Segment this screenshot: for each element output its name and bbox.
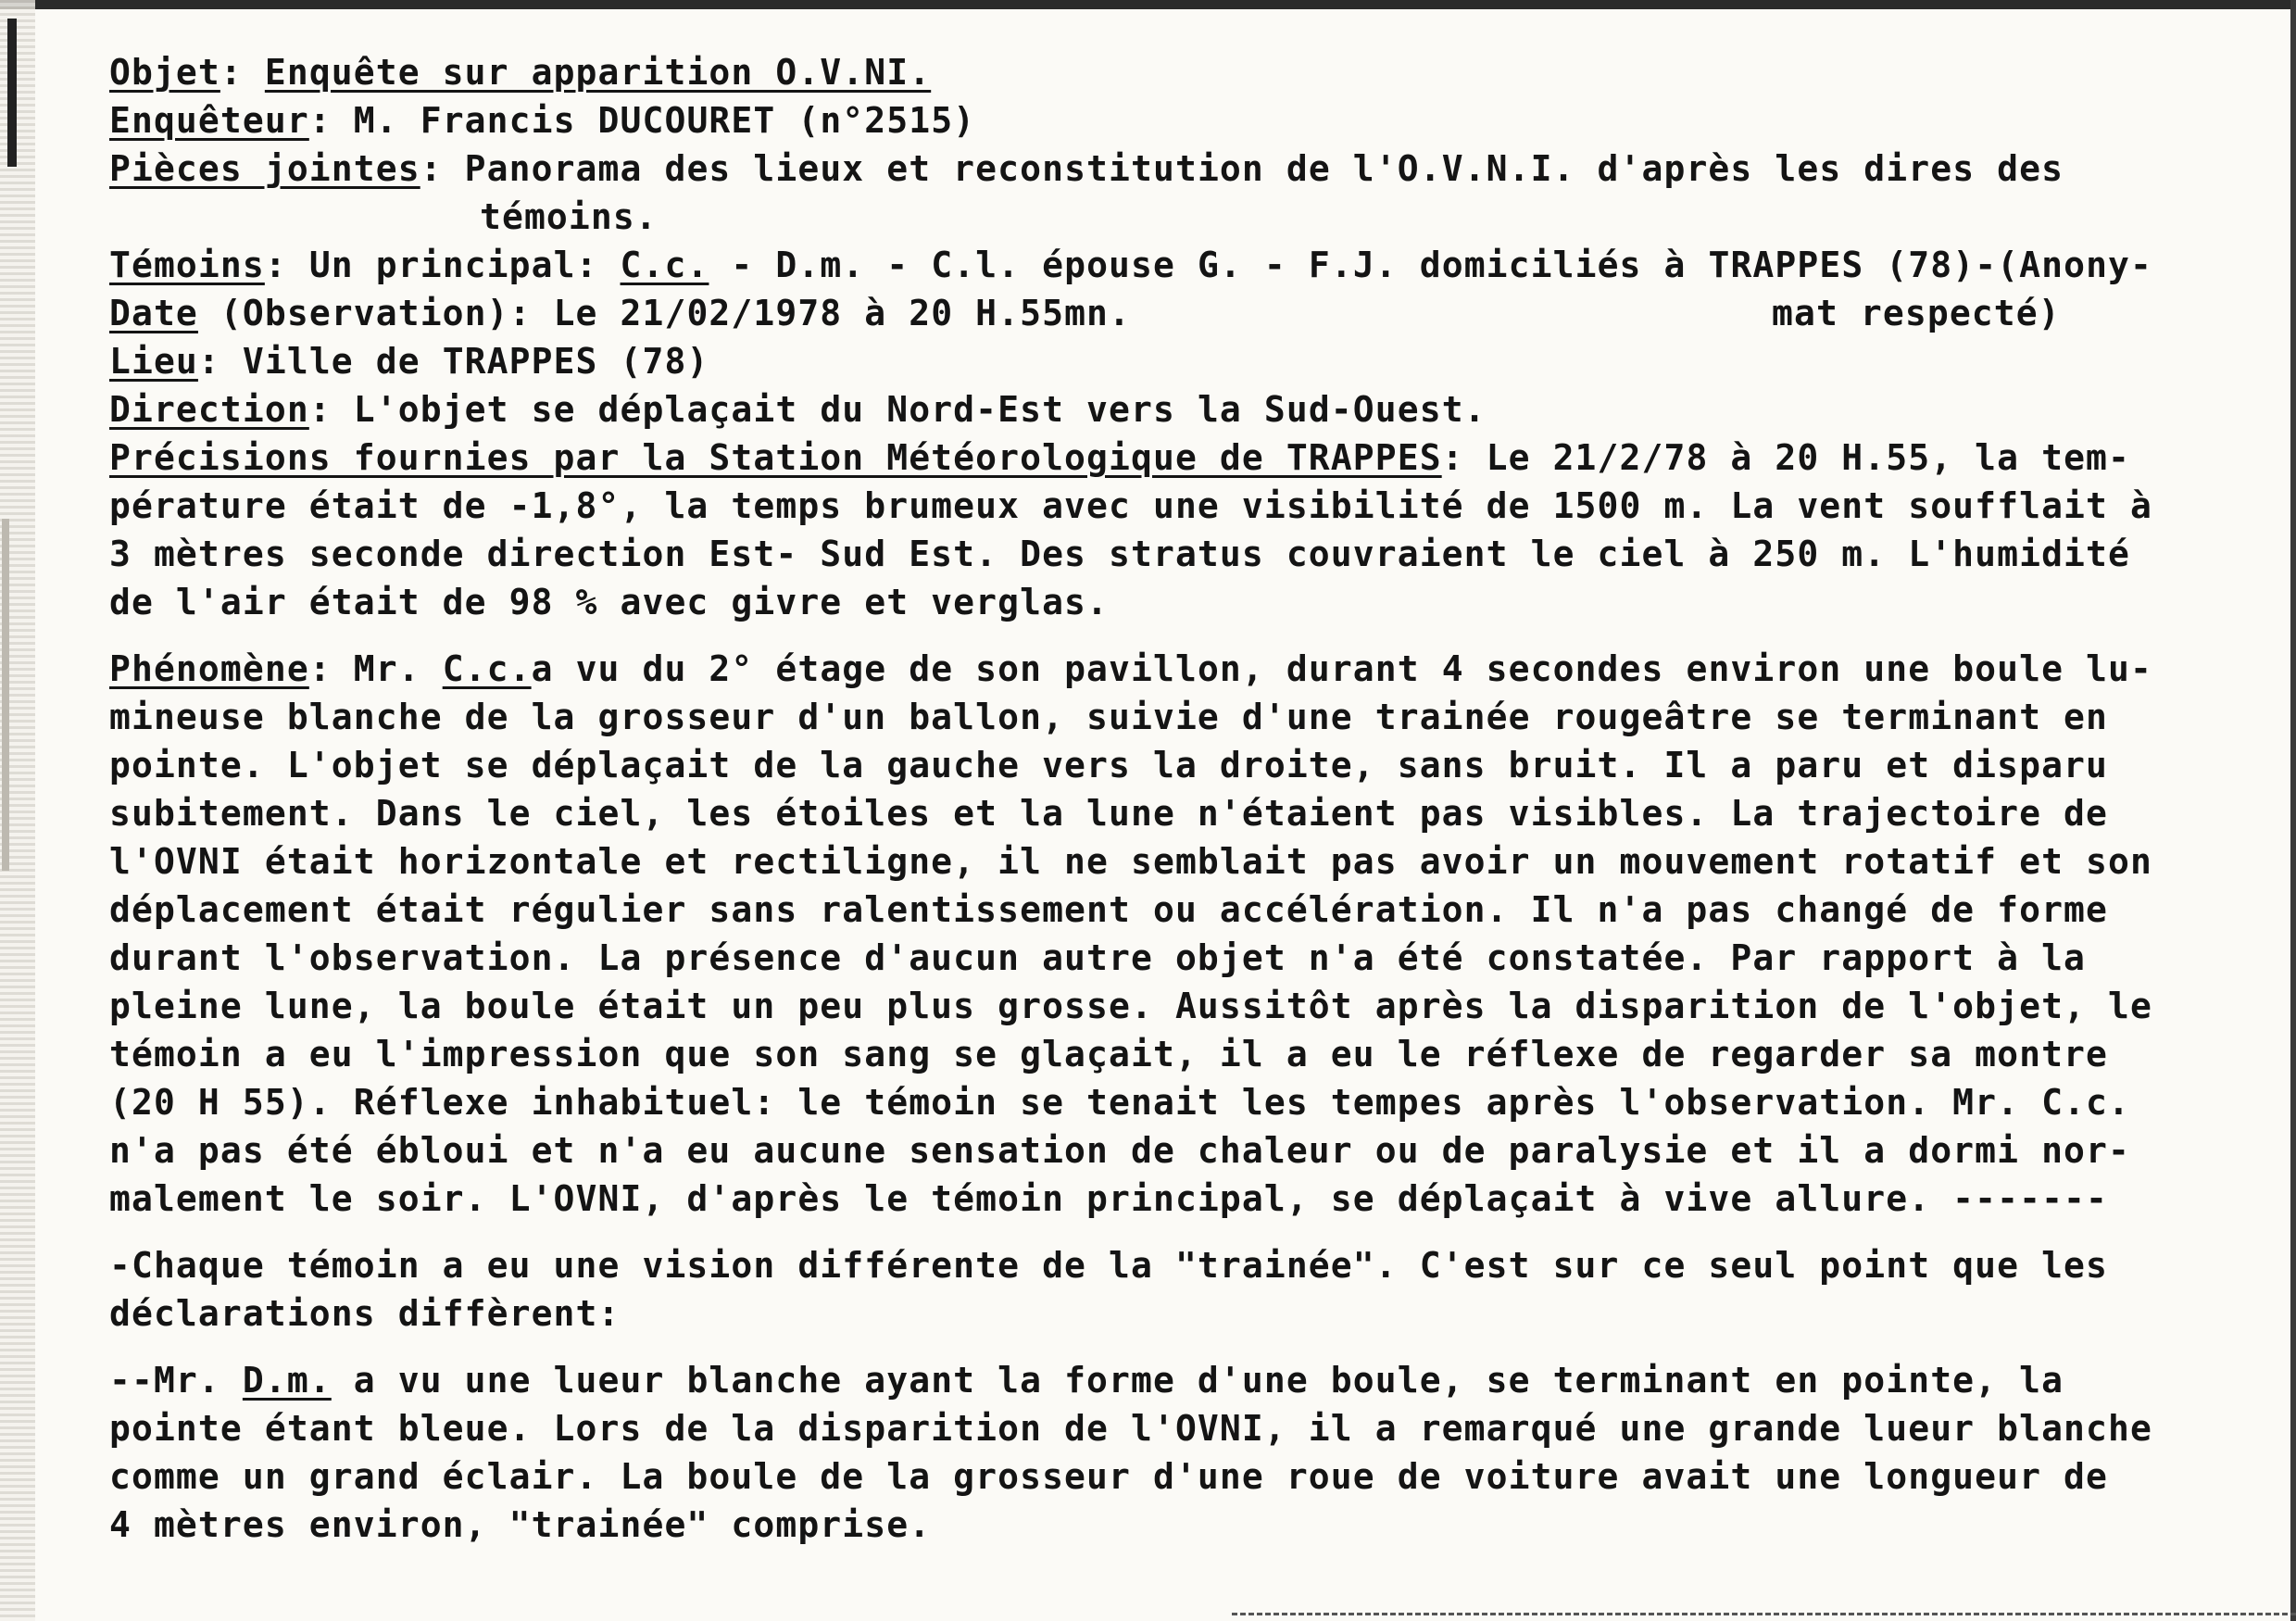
phenomene-line [109, 886, 2249, 934]
phenomene-text: malement le soir. L'OVNI, d'après le témoin principal, se déplaçait à vive allure. ------- [109, 1178, 2109, 1219]
temoins-cc: C.c. [620, 245, 709, 285]
phenomene-line [109, 693, 2249, 741]
precisions-text-1: Le 21/2/78 à 20 H.55, la tem- [1463, 437, 2131, 478]
enqueteur-value: M. Francis DUCOURET (n°2515) [353, 100, 976, 141]
phenomene-text: déplacement était régulier sans ralentissement ou accélération. Il n'a pas changé de forme [109, 889, 2109, 930]
precisions-label: Précisions fournies par la Station Météorologique de TRAPPES [109, 437, 1442, 478]
date-label: Date [109, 293, 198, 333]
phenomene-text: subitement. Dans le ciel, les étoiles et la lune n'étaient pas visibles. La trajectoire de [109, 793, 2109, 834]
pieces-line-2 [109, 193, 2249, 241]
top-border [0, 0, 2296, 9]
dm-text-4: 4 mètres environ, "trainée" comprise. [109, 1504, 932, 1545]
precisions-line-4 [109, 578, 2249, 626]
phenomene-text-a: Mr. [331, 648, 443, 689]
phenomene-text: témoin a eu l'impression que son sang se glaçait, il a eu le réflexe de regarder sa montre [109, 1034, 2109, 1074]
pieces-value-cont: témoins. [480, 196, 658, 237]
paragraph-gap [109, 626, 2249, 645]
dm-text-a: --Mr. [109, 1360, 243, 1401]
pieces-line: Pièces jointes: Panorama des lieux et reconstitution de l'O.V.N.I. d'après les dires des [109, 148, 2064, 189]
lieu-line: Lieu: Ville de TRAPPES (78) [109, 341, 709, 382]
right-border [2290, 0, 2296, 1621]
phenomene-line [109, 1126, 2249, 1175]
precisions-line-3 [109, 530, 2249, 578]
chaque-line-2 [109, 1289, 2249, 1338]
phenomene-line [109, 1078, 2249, 1126]
dm-line-3 [109, 1452, 2249, 1501]
lieu-label: Lieu [109, 341, 198, 382]
objet-value: Enquête sur apparition O.V.NI. [264, 52, 932, 93]
scan-left-shadow [2, 519, 9, 871]
precisions-text-2: pérature était de -1,8°, la temps brumeux avec une visibilité de 1500 m. La vent soufflait à [109, 485, 2152, 526]
dm-text-2: pointe étant bleue. Lors de la disparition de l'OVNI, il a remarqué une grande lueur blanche [109, 1408, 2152, 1449]
phenomene-text: pleine lune, la boule était un peu plus grosse. Aussitôt après la disparition de l'objet, le [109, 986, 2152, 1026]
report-body [109, 48, 2249, 1549]
phenomene-text: l'OVNI était horizontale et rectiligne, il ne semblait pas avoir un mouvement rotatif et son [109, 841, 2152, 882]
temoins-rest: - D.m. - C.l. épouse G. - F.J. domiciliés à TRAPPES (78)-(Anony- [709, 245, 2153, 285]
precisions-line-1: Précisions fournies par la Station Météorologique de TRAPPES: Le 21/2/78 à 20 H.55, la tem- [109, 437, 2131, 478]
phenomene-cc: C.c. [442, 648, 532, 689]
chaque-text-1: -Chaque témoin a eu une vision différente de la "trainée". C'est sur ce seul point que les [109, 1245, 2109, 1286]
phenomene-text: mineuse blanche de la grosseur d'un ballon, suivie d'une trainée rougeâtre se terminant en [109, 697, 2109, 737]
bottom-edge [1232, 1613, 2296, 1621]
dm-line-4 [109, 1501, 2249, 1549]
dm-line-1 [109, 1356, 2249, 1404]
dm-text-3: comme un grand éclair. La boule de la grosseur d'une roue de voiture avait une longueur de [109, 1456, 2109, 1497]
chaque-text-2: déclarations diffèrent: [109, 1293, 621, 1334]
anonymat-note: mat respecté) [1772, 293, 2061, 333]
phenomene-text: (20 H 55). Réflexe inhabituel: le témoin se tenait les tempes après l'observation. Mr. C.c. [109, 1082, 2130, 1123]
phenomene-text: pointe. L'objet se déplaçait de la gauche vers la droite, sans bruit. Il a paru et disparu [109, 745, 2109, 785]
paragraph-gap [109, 1223, 2249, 1241]
dm-text-b: a vu une lueur blanche ayant la forme d'une boule, se terminant en pointe, la [331, 1360, 2064, 1401]
direction-line: Direction: L'objet se déplaçait du Nord-Est vers la Sud-Ouest. [109, 389, 1487, 430]
enqueteur-label: Enquêteur [109, 100, 309, 141]
phenomene-line [109, 789, 2249, 837]
phenomene-text: n'a pas été ébloui et n'a eu aucune sensation de chaleur ou de paralysie et il a dormi nor- [109, 1130, 2130, 1171]
phenomene-text-b: a vu du 2° étage de son pavillon, durant 4 secondes environ une boule lu- [531, 648, 2152, 689]
pieces-label: Pièces jointes [109, 148, 420, 189]
pieces-value: Panorama des lieux et reconstitution de l'O.V.N.I. d'après les dires des [464, 148, 2064, 189]
phenomene-line [109, 741, 2249, 789]
precisions-text-3: 3 mètres seconde direction Est- Sud Est. Des stratus couvraient le ciel à 250 m. L'humidité [109, 534, 2130, 574]
phenomene-label: Phénomène [109, 648, 309, 689]
phenomene-line [109, 934, 2249, 982]
objet-line: Objet: Enquête sur apparition O.V.NI. [109, 52, 932, 93]
enqueteur-line: Enquêteur: M. Francis DUCOURET (n°2515) [109, 100, 976, 141]
objet-label: Objet [109, 52, 220, 93]
temoins-line: Témoins: Un principal: C.c. - D.m. - C.l. épouse G. - F.J. domiciliés à TRAPPES (78)-(Anony- [109, 245, 2153, 285]
temoins-label: Témoins [109, 245, 265, 285]
phenomene-line [109, 1030, 2249, 1078]
precisions-line-2 [109, 482, 2249, 530]
direction-label: Direction [109, 389, 309, 430]
date-line [109, 289, 2249, 337]
dm-initials: D.m. [242, 1360, 332, 1401]
dm-line-2 [109, 1404, 2249, 1452]
phenomene-text: durant l'observation. La présence d'aucun autre objet n'a été constatée. Par rapport à la [109, 937, 2087, 978]
phenomene-line [109, 837, 2249, 886]
lieu-value: Ville de TRAPPES (78) [242, 341, 709, 382]
date-value: (Observation): Le 21/02/1978 à 20 H.55mn. [220, 293, 1132, 333]
temoins-prefix: Un principal: [308, 245, 621, 285]
phenomene-line [109, 1175, 2249, 1223]
paragraph-gap [109, 1338, 2249, 1356]
direction-value: L'objet se déplaçait du Nord-Est vers la Sud-Ouest. [353, 389, 1487, 430]
chaque-line-1 [109, 1241, 2249, 1289]
phenomene-line [109, 982, 2249, 1030]
phenomene-line-1: Phénomène: Mr. C.c.a vu du 2° étage de son pavillon, durant 4 secondes environ une boule lu- [109, 648, 2152, 689]
precisions-text-4: de l'air était de 98 % avec givre et verglas. [109, 582, 1110, 622]
scan-left-mark [7, 19, 17, 167]
